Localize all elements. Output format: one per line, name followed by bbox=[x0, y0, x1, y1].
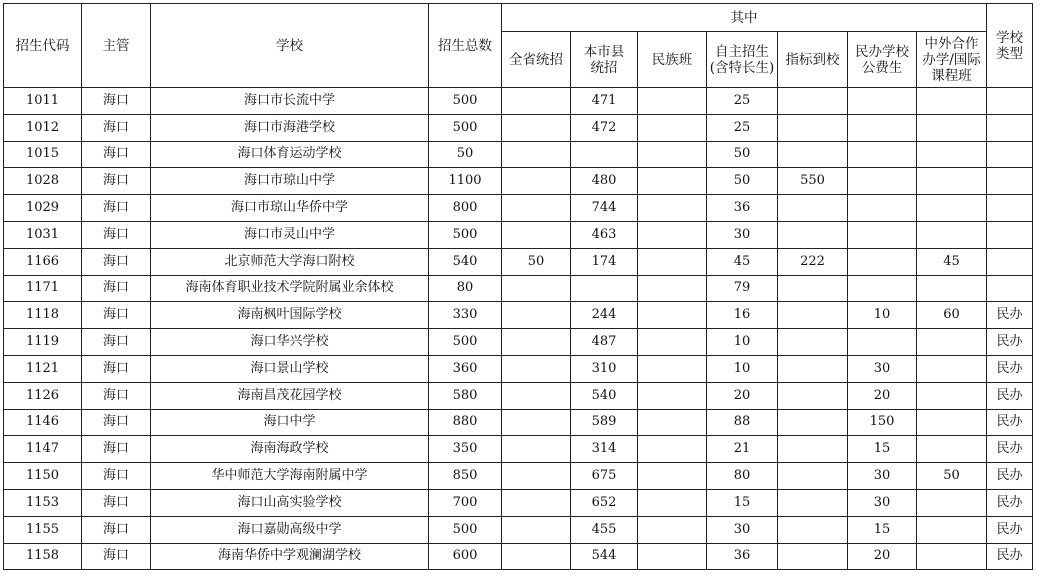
table-row bbox=[4, 302, 1033, 329]
cell-type: 民办 bbox=[987, 516, 1033, 543]
cell-independent: 80 bbox=[707, 463, 778, 490]
cell-total: 500 bbox=[429, 516, 502, 543]
table-row bbox=[4, 355, 1033, 382]
cell-private-public bbox=[848, 168, 917, 195]
cell-county: 544 bbox=[571, 543, 638, 570]
cell-code: 1155 bbox=[4, 516, 82, 543]
header-county: 本市县 统招 bbox=[571, 32, 638, 88]
cell-provincial bbox=[502, 409, 571, 436]
cell-ethnic bbox=[638, 221, 707, 248]
cell-ethnic bbox=[638, 516, 707, 543]
cell-intl bbox=[917, 329, 987, 356]
header-intl: 中外合作 办学/国际 课程班 bbox=[917, 32, 987, 88]
cell-provincial bbox=[502, 382, 571, 409]
cell-private-public: 30 bbox=[848, 463, 917, 490]
cell-quota bbox=[778, 275, 848, 302]
cell-total: 350 bbox=[429, 436, 502, 463]
cell-total: 880 bbox=[429, 409, 502, 436]
header-authority: 主管 bbox=[82, 4, 151, 88]
cell-authority: 海口 bbox=[82, 141, 151, 168]
cell-code: 1153 bbox=[4, 489, 82, 516]
cell-authority: 海口 bbox=[82, 382, 151, 409]
header-private-public: 民办学校 公费生 bbox=[848, 32, 917, 88]
table-row bbox=[4, 543, 1033, 570]
cell-quota bbox=[778, 463, 848, 490]
cell-type: 民办 bbox=[987, 436, 1033, 463]
table-row bbox=[4, 141, 1033, 168]
cell-type: 民办 bbox=[987, 329, 1033, 356]
header-school: 学校 bbox=[151, 4, 429, 88]
cell-total: 330 bbox=[429, 302, 502, 329]
cell-authority: 海口 bbox=[82, 489, 151, 516]
cell-total: 80 bbox=[429, 275, 502, 302]
cell-quota: 222 bbox=[778, 248, 848, 275]
table-row bbox=[4, 516, 1033, 543]
cell-code: 1171 bbox=[4, 275, 82, 302]
cell-independent: 50 bbox=[707, 141, 778, 168]
cell-type: 民办 bbox=[987, 382, 1033, 409]
cell-code: 1029 bbox=[4, 195, 82, 222]
cell-independent: 25 bbox=[707, 88, 778, 115]
cell-independent: 50 bbox=[707, 168, 778, 195]
cell-type: 民办 bbox=[987, 543, 1033, 570]
cell-code: 1015 bbox=[4, 141, 82, 168]
cell-ethnic bbox=[638, 195, 707, 222]
cell-county: 314 bbox=[571, 436, 638, 463]
cell-ethnic bbox=[638, 543, 707, 570]
cell-type bbox=[987, 141, 1033, 168]
cell-intl: 45 bbox=[917, 248, 987, 275]
table-row bbox=[4, 88, 1033, 115]
cell-ethnic bbox=[638, 141, 707, 168]
cell-code: 1118 bbox=[4, 302, 82, 329]
cell-independent: 88 bbox=[707, 409, 778, 436]
cell-private-public bbox=[848, 221, 917, 248]
cell-authority: 海口 bbox=[82, 114, 151, 141]
cell-private-public: 30 bbox=[848, 489, 917, 516]
cell-ethnic bbox=[638, 114, 707, 141]
cell-ethnic bbox=[638, 489, 707, 516]
cell-private-public bbox=[848, 329, 917, 356]
cell-authority: 海口 bbox=[82, 516, 151, 543]
cell-school: 华中师范大学海南附属中学 bbox=[151, 463, 429, 490]
cell-type bbox=[987, 275, 1033, 302]
cell-private-public bbox=[848, 88, 917, 115]
cell-private-public bbox=[848, 195, 917, 222]
cell-intl bbox=[917, 195, 987, 222]
cell-school: 海口华兴学校 bbox=[151, 329, 429, 356]
cell-quota bbox=[778, 329, 848, 356]
cell-independent: 30 bbox=[707, 221, 778, 248]
cell-code: 1126 bbox=[4, 382, 82, 409]
cell-ethnic bbox=[638, 88, 707, 115]
header-independent: 自主招生 (含特长生) bbox=[707, 32, 778, 88]
cell-type: 民办 bbox=[987, 355, 1033, 382]
cell-private-public: 15 bbox=[848, 516, 917, 543]
cell-county: 487 bbox=[571, 329, 638, 356]
cell-total: 500 bbox=[429, 114, 502, 141]
cell-school: 海口市琼山华侨中学 bbox=[151, 195, 429, 222]
cell-provincial bbox=[502, 141, 571, 168]
cell-private-public: 150 bbox=[848, 409, 917, 436]
table-row bbox=[4, 168, 1033, 195]
cell-county: 174 bbox=[571, 248, 638, 275]
cell-provincial bbox=[502, 543, 571, 570]
cell-provincial bbox=[502, 88, 571, 115]
cell-code: 1158 bbox=[4, 543, 82, 570]
cell-authority: 海口 bbox=[82, 248, 151, 275]
cell-type bbox=[987, 195, 1033, 222]
cell-provincial bbox=[502, 168, 571, 195]
cell-quota bbox=[778, 409, 848, 436]
cell-provincial bbox=[502, 516, 571, 543]
table-row bbox=[4, 329, 1033, 356]
cell-code: 1011 bbox=[4, 88, 82, 115]
cell-intl bbox=[917, 382, 987, 409]
cell-county: 472 bbox=[571, 114, 638, 141]
header-type: 学校 类型 bbox=[987, 4, 1033, 88]
table-row bbox=[4, 382, 1033, 409]
cell-type bbox=[987, 248, 1033, 275]
cell-provincial: 50 bbox=[502, 248, 571, 275]
cell-authority: 海口 bbox=[82, 436, 151, 463]
cell-total: 500 bbox=[429, 329, 502, 356]
cell-county bbox=[571, 141, 638, 168]
cell-ethnic bbox=[638, 463, 707, 490]
cell-school: 海口中学 bbox=[151, 409, 429, 436]
cell-code: 1166 bbox=[4, 248, 82, 275]
cell-private-public bbox=[848, 248, 917, 275]
cell-county: 244 bbox=[571, 302, 638, 329]
table-header bbox=[4, 4, 1033, 88]
cell-quota bbox=[778, 114, 848, 141]
cell-authority: 海口 bbox=[82, 168, 151, 195]
cell-intl bbox=[917, 275, 987, 302]
header-ethnic: 民族班 bbox=[638, 32, 707, 88]
cell-total: 600 bbox=[429, 543, 502, 570]
cell-intl bbox=[917, 516, 987, 543]
cell-authority: 海口 bbox=[82, 355, 151, 382]
enrollment-table bbox=[3, 3, 1033, 570]
cell-code: 1028 bbox=[4, 168, 82, 195]
cell-code: 1031 bbox=[4, 221, 82, 248]
cell-independent: 10 bbox=[707, 329, 778, 356]
cell-school: 北京师范大学海口附校 bbox=[151, 248, 429, 275]
cell-total: 500 bbox=[429, 221, 502, 248]
cell-authority: 海口 bbox=[82, 275, 151, 302]
cell-type: 民办 bbox=[987, 409, 1033, 436]
cell-intl bbox=[917, 409, 987, 436]
cell-independent: 45 bbox=[707, 248, 778, 275]
cell-independent: 25 bbox=[707, 114, 778, 141]
cell-authority: 海口 bbox=[82, 195, 151, 222]
cell-quota bbox=[778, 516, 848, 543]
cell-school: 海口市长流中学 bbox=[151, 88, 429, 115]
cell-type: 民办 bbox=[987, 489, 1033, 516]
cell-independent: 16 bbox=[707, 302, 778, 329]
cell-total: 800 bbox=[429, 195, 502, 222]
cell-ethnic bbox=[638, 248, 707, 275]
header-provincial: 全省统招 bbox=[502, 32, 571, 88]
cell-school: 海口市琼山中学 bbox=[151, 168, 429, 195]
cell-county: 589 bbox=[571, 409, 638, 436]
cell-independent: 36 bbox=[707, 543, 778, 570]
cell-total: 360 bbox=[429, 355, 502, 382]
table-row bbox=[4, 221, 1033, 248]
cell-authority: 海口 bbox=[82, 463, 151, 490]
cell-intl bbox=[917, 141, 987, 168]
cell-quota bbox=[778, 195, 848, 222]
cell-type: 民办 bbox=[987, 302, 1033, 329]
cell-intl: 60 bbox=[917, 302, 987, 329]
table-body bbox=[4, 88, 1033, 570]
table-row bbox=[4, 409, 1033, 436]
cell-school: 海口嘉勋高级中学 bbox=[151, 516, 429, 543]
table-row bbox=[4, 489, 1033, 516]
cell-authority: 海口 bbox=[82, 88, 151, 115]
header-total: 招生总数 bbox=[429, 4, 502, 88]
cell-ethnic bbox=[638, 436, 707, 463]
cell-school: 海口景山学校 bbox=[151, 355, 429, 382]
cell-total: 1100 bbox=[429, 168, 502, 195]
cell-total: 850 bbox=[429, 463, 502, 490]
cell-ethnic bbox=[638, 168, 707, 195]
cell-independent: 10 bbox=[707, 355, 778, 382]
cell-code: 1119 bbox=[4, 329, 82, 356]
cell-school: 海南昌茂花园学校 bbox=[151, 382, 429, 409]
cell-school: 海口体育运动学校 bbox=[151, 141, 429, 168]
cell-total: 540 bbox=[429, 248, 502, 275]
table-row bbox=[4, 275, 1033, 302]
cell-quota bbox=[778, 302, 848, 329]
cell-school: 海口市海港学校 bbox=[151, 114, 429, 141]
cell-school: 海南海政学校 bbox=[151, 436, 429, 463]
cell-total: 50 bbox=[429, 141, 502, 168]
cell-total: 580 bbox=[429, 382, 502, 409]
cell-private-public: 10 bbox=[848, 302, 917, 329]
cell-authority: 海口 bbox=[82, 409, 151, 436]
cell-private-public: 20 bbox=[848, 382, 917, 409]
cell-independent: 15 bbox=[707, 489, 778, 516]
cell-intl bbox=[917, 355, 987, 382]
cell-county: 652 bbox=[571, 489, 638, 516]
cell-code: 1012 bbox=[4, 114, 82, 141]
cell-code: 1147 bbox=[4, 436, 82, 463]
cell-private-public: 15 bbox=[848, 436, 917, 463]
cell-code: 1150 bbox=[4, 463, 82, 490]
header-code: 招生代码 bbox=[4, 4, 82, 88]
cell-provincial bbox=[502, 195, 571, 222]
cell-quota bbox=[778, 436, 848, 463]
cell-independent: 79 bbox=[707, 275, 778, 302]
cell-county: 744 bbox=[571, 195, 638, 222]
cell-quota bbox=[778, 382, 848, 409]
cell-intl: 50 bbox=[917, 463, 987, 490]
cell-county: 455 bbox=[571, 516, 638, 543]
cell-school: 海口市灵山中学 bbox=[151, 221, 429, 248]
cell-private-public: 20 bbox=[848, 543, 917, 570]
cell-provincial bbox=[502, 114, 571, 141]
cell-independent: 36 bbox=[707, 195, 778, 222]
cell-ethnic bbox=[638, 409, 707, 436]
cell-county: 675 bbox=[571, 463, 638, 490]
cell-type bbox=[987, 168, 1033, 195]
header-among: 其中 bbox=[502, 4, 987, 32]
cell-intl bbox=[917, 436, 987, 463]
cell-private-public bbox=[848, 141, 917, 168]
cell-independent: 20 bbox=[707, 382, 778, 409]
cell-intl bbox=[917, 489, 987, 516]
cell-ethnic bbox=[638, 355, 707, 382]
cell-private-public bbox=[848, 114, 917, 141]
cell-intl bbox=[917, 543, 987, 570]
cell-provincial bbox=[502, 275, 571, 302]
cell-school: 海南华侨中学观澜湖学校 bbox=[151, 543, 429, 570]
cell-intl bbox=[917, 168, 987, 195]
cell-provincial bbox=[502, 463, 571, 490]
table-row bbox=[4, 436, 1033, 463]
cell-ethnic bbox=[638, 302, 707, 329]
cell-independent: 21 bbox=[707, 436, 778, 463]
cell-independent: 30 bbox=[707, 516, 778, 543]
cell-quota bbox=[778, 88, 848, 115]
table-row bbox=[4, 195, 1033, 222]
cell-county: 471 bbox=[571, 88, 638, 115]
cell-quota bbox=[778, 355, 848, 382]
cell-intl bbox=[917, 221, 987, 248]
cell-code: 1146 bbox=[4, 409, 82, 436]
cell-provincial bbox=[502, 302, 571, 329]
cell-county: 463 bbox=[571, 221, 638, 248]
cell-ethnic bbox=[638, 382, 707, 409]
cell-type bbox=[987, 88, 1033, 115]
cell-private-public: 30 bbox=[848, 355, 917, 382]
cell-school: 海南枫叶国际学校 bbox=[151, 302, 429, 329]
cell-provincial bbox=[502, 436, 571, 463]
cell-authority: 海口 bbox=[82, 221, 151, 248]
cell-quota bbox=[778, 221, 848, 248]
table-row bbox=[4, 463, 1033, 490]
table-row bbox=[4, 248, 1033, 275]
header-quota: 指标到校 bbox=[778, 32, 848, 88]
cell-school: 海口山高实验学校 bbox=[151, 489, 429, 516]
cell-type bbox=[987, 114, 1033, 141]
cell-provincial bbox=[502, 329, 571, 356]
cell-ethnic bbox=[638, 329, 707, 356]
cell-provincial bbox=[502, 221, 571, 248]
cell-total: 500 bbox=[429, 88, 502, 115]
cell-quota bbox=[778, 543, 848, 570]
cell-ethnic bbox=[638, 275, 707, 302]
cell-authority: 海口 bbox=[82, 543, 151, 570]
cell-quota bbox=[778, 141, 848, 168]
cell-county bbox=[571, 275, 638, 302]
cell-school: 海南体育职业技术学院附属业余体校 bbox=[151, 275, 429, 302]
cell-total: 700 bbox=[429, 489, 502, 516]
cell-intl bbox=[917, 114, 987, 141]
cell-county: 540 bbox=[571, 382, 638, 409]
cell-county: 310 bbox=[571, 355, 638, 382]
cell-authority: 海口 bbox=[82, 329, 151, 356]
cell-intl bbox=[917, 88, 987, 115]
cell-provincial bbox=[502, 489, 571, 516]
cell-quota: 550 bbox=[778, 168, 848, 195]
cell-county: 480 bbox=[571, 168, 638, 195]
cell-private-public bbox=[848, 275, 917, 302]
table-row bbox=[4, 114, 1033, 141]
cell-code: 1121 bbox=[4, 355, 82, 382]
cell-provincial bbox=[502, 355, 571, 382]
cell-authority: 海口 bbox=[82, 302, 151, 329]
cell-quota bbox=[778, 489, 848, 516]
cell-type bbox=[987, 221, 1033, 248]
cell-type: 民办 bbox=[987, 463, 1033, 490]
